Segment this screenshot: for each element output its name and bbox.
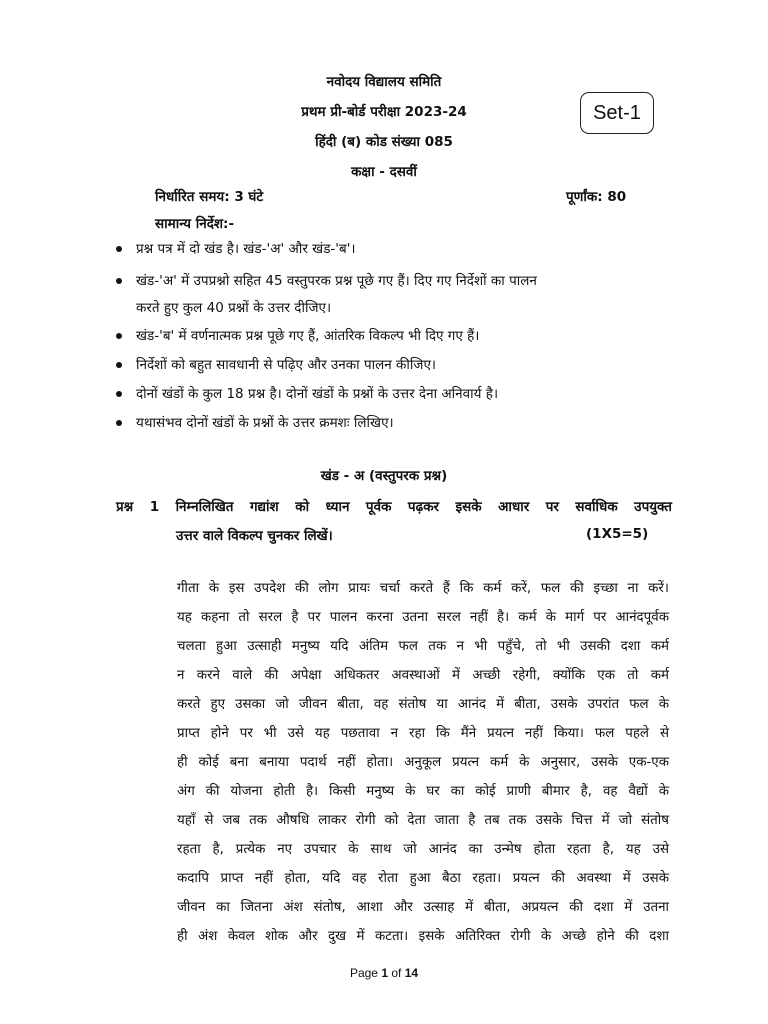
- bullet-icon: [116, 362, 122, 368]
- set-badge: Set-1: [580, 92, 654, 134]
- instruction-item: दोनों खंडों के कुल 18 प्रश्न है। दोनों खंडों के प्रश्नों के उत्तर देना अनिवार्य है।: [136, 381, 676, 408]
- instruction-item: खंड-'ब' में वर्णनात्मक प्रश्न पूछे गए हैं, आंतरिक विकल्प भी दिए गए हैं।: [136, 323, 676, 350]
- passage-line: रहता है, प्रत्येक नए उपचार के साथ जो आनंद का उन्मेष होता रहता है, यह उसे: [177, 842, 669, 857]
- question-1-text: प्रश्न 1 निम्नलिखित गद्यांश को ध्यान पूर्वक पढ़कर इसके आधार पर सर्वाधिक उपयुक्त: [116, 499, 672, 515]
- current-page: 1: [381, 966, 388, 980]
- passage-line: ही कोई बना बनाया पदार्थ नहीं होता। अनुकूल प्रयत्न कर्म के अनुसार, उसके एक-एक: [177, 755, 669, 770]
- instruction-item: निर्देशों को बहुत सावधानी से पढ़िए और उनका पालन कीजिए।: [136, 352, 676, 379]
- subject-code: हिंदी (ब) कोड संख्या 085: [315, 134, 453, 150]
- time-allowed: निर्धारित समय: 3 घंटे: [155, 189, 264, 205]
- class-label: कक्षा - दसवीं: [351, 164, 417, 180]
- passage-line: अंग की योजना होती है। किसी मनुष्य के घर का कोई प्राणी बीमार है, वह वैद्यों के: [177, 784, 669, 799]
- organization-name: नवोदय विद्यालय समिति: [326, 74, 442, 90]
- passage-line: गीता के इस उपदेश की लोग प्रायः चर्चा करते हैं कि कर्म करें, फल की इच्छा ना करें।: [177, 581, 669, 596]
- passage: [177, 574, 669, 951]
- instruction-item: प्रश्न पत्र में दो खंड है। खंड-'अ' और खंड-'ब'।: [136, 236, 676, 263]
- question-1-marks: (1X5=5): [586, 526, 649, 542]
- passage-line: यहाँ से जब तक औषधि लाकर रोगी को देता जाता है तब तक उसके चित्त में जो संतोष: [177, 813, 669, 828]
- passage-line: कदापि प्राप्त नहीं होता, यदि वह रोता हुआ बैठा रहता। प्रयत्न की अवस्था में उसके: [177, 871, 669, 886]
- section-title: खंड - अ (वस्तुपरक प्रश्न): [320, 468, 448, 484]
- instruction-item: खंड-'अ' में उपप्रश्नो सहित 45 वस्तुपरक प्रश्न पूछे गए हैं। दिए गए निर्देशों का पालन करते हुए कुल 40 प्रश्नों के उत्तर दीजिए।: [136, 268, 676, 322]
- question-1-instruction: उत्तर वाले विकल्प चुनकर लिखें।: [176, 528, 333, 544]
- passage-line: न करने वाले की अपेक्षा अधिकतर अवस्थाओं में अच्छी रहेगी, क्योंकि एक तो कर्म: [177, 668, 669, 683]
- page-indicator: Page 1 of 14: [349, 966, 419, 980]
- passage-line: यह कहना तो सरल है पर पालन करना उतना सरल नहीं है। कर्म के मार्ग पर आनंदपूर्वक: [177, 610, 669, 625]
- passage-line: जीवन का जितना अंश संतोष, आशा और उत्साह में बीता, अप्रयत्न की दशा में उतना: [177, 900, 669, 915]
- bullet-icon: [116, 246, 122, 252]
- instruction-item: यथासंभव दोनों खंडों के प्रश्नों के उत्तर क्रमशः लिखिए।: [136, 410, 676, 437]
- passage-line: ही अंश केवल शोक और दुख में कटता। इसके अतिरिक्त रोगी के अच्छे होने की दशा: [177, 929, 669, 944]
- bullet-icon: [116, 420, 122, 426]
- bullet-icon: [116, 391, 122, 397]
- passage-line: चलता हुआ उत्साही मनुष्य यदि अंतिम फल तक न भी पहुँचे, तो भी उसकी दशा कर्म: [177, 639, 669, 654]
- exam-title: प्रथम प्री-बोर्ड परीक्षा 2023-24: [301, 104, 467, 120]
- instructions-heading: सामान्य निर्देश:-: [155, 216, 235, 232]
- max-marks: पूर्णांक: 80: [566, 189, 627, 205]
- total-pages: 14: [404, 966, 419, 980]
- bullet-icon: [116, 278, 122, 284]
- passage-line: प्राप्त होने पर भी उसे यह पछतावा न रहा कि मैंने प्रयत्न नहीं किया। फल पहले से: [177, 726, 669, 741]
- bullet-icon: [116, 333, 122, 339]
- passage-line: करते हुए उसका जो जीवन बीता, वह संतोष या आनंद में बीता, उसके उपरांत फल के: [177, 697, 669, 712]
